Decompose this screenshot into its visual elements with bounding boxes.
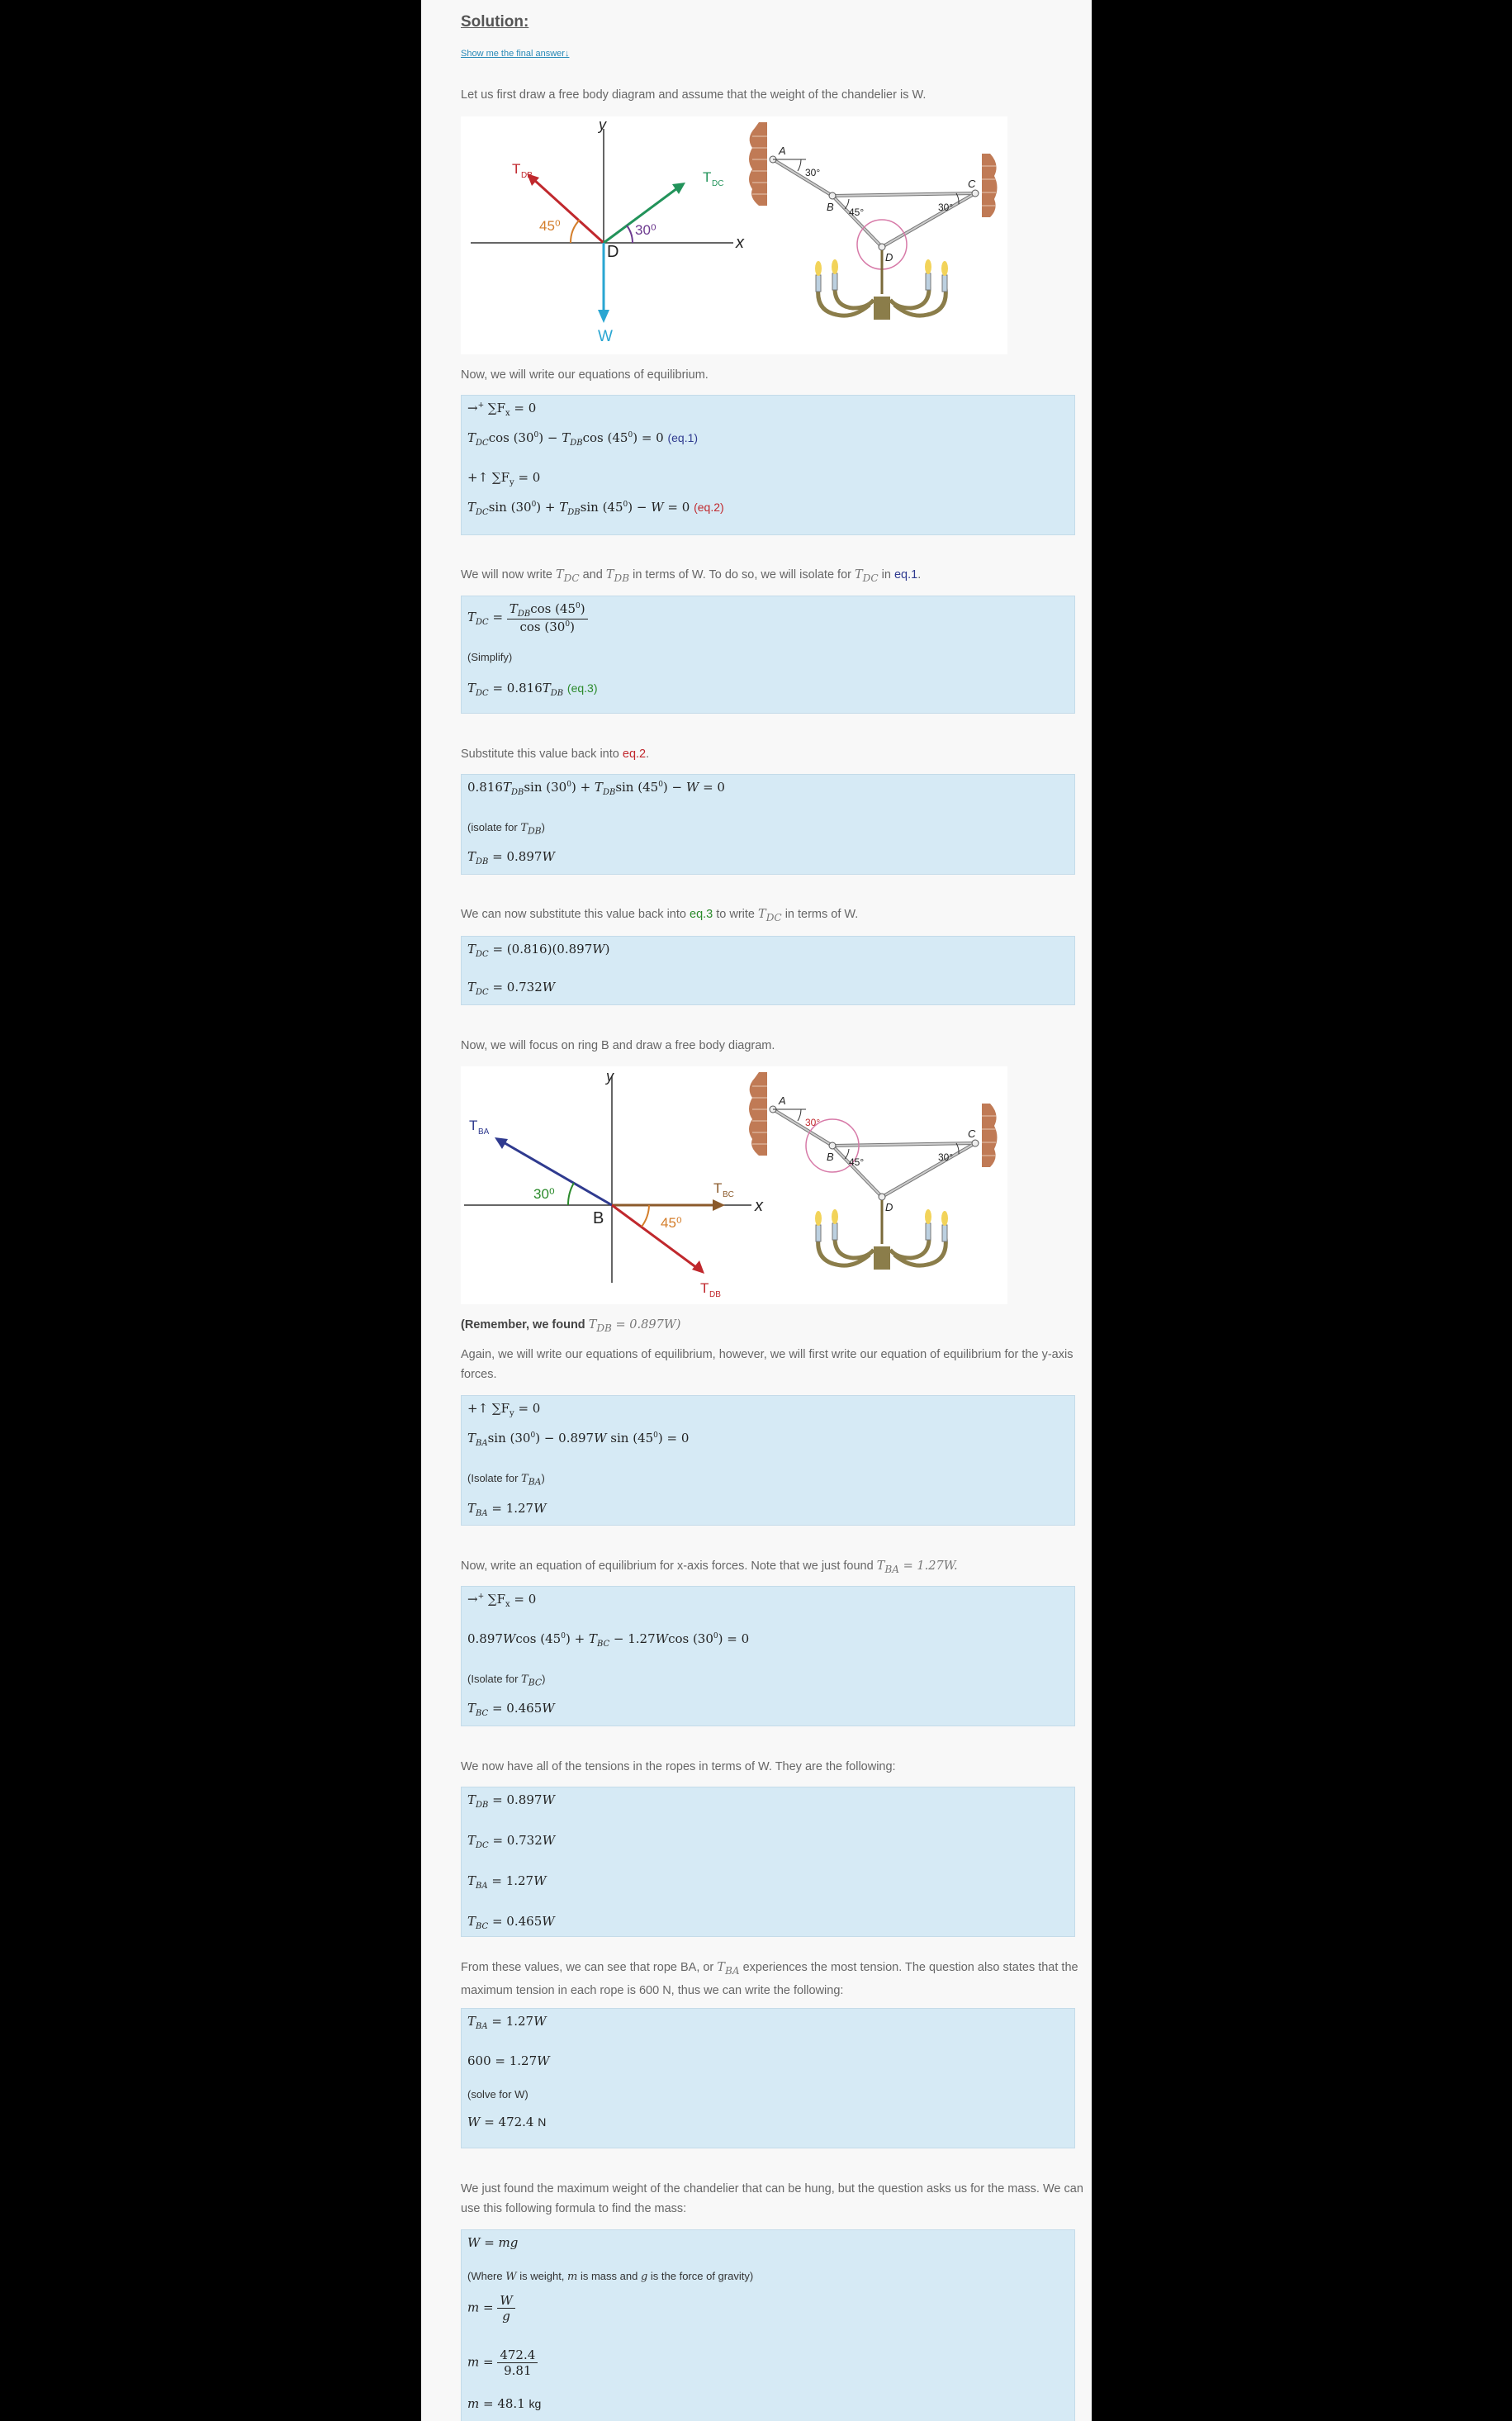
- tdc-sub: DC: [712, 179, 724, 188]
- tdc-product-eq: $T_{DC} = (0.816)(0.897W)$: [467, 942, 610, 959]
- fbd-ring-b-figure: [461, 1066, 1007, 1304]
- x-axis-intro: Now, write an equation of equilibrium for x-axis forces. Note that we just found $T_{BA} = 1.27W$.: [461, 1559, 958, 1575]
- summary-tdc: $T_{DC} = 0.732W$: [467, 1833, 556, 1850]
- intro-text: Let us first draw a free body diagram and assume that the weight of the chandelier is W.: [461, 88, 927, 102]
- svg-text:30⁰: 30⁰: [533, 1186, 555, 1202]
- tdb-result: $T_{DB} = 0.897W$: [467, 849, 555, 866]
- mass-result: m = 48.1 kg: [467, 2396, 542, 2411]
- sum-fy-eq: +↑ $\sum F_y = 0$: [467, 470, 541, 487]
- isolate-tbc-note: (Isolate for $T_{BC}$): [467, 1673, 546, 1688]
- summary-tba: $T_{BA} = 1.27W$: [467, 1873, 547, 1891]
- tba-result: $T_{BA} = 1.27W$: [467, 1501, 547, 1518]
- svg-text:45°: 45°: [849, 206, 865, 218]
- substitute-intro: Substitute this value back into eq.2.: [461, 748, 650, 761]
- eq2-line: $T_{DC}\sin$ $(30^0) + T_{DB}\sin$ $(45^0) - W = 0$ (eq.2): [467, 500, 724, 517]
- angle-45-label: 45⁰: [539, 218, 561, 234]
- svg-text:BC: BC: [723, 1190, 734, 1199]
- w-label: W: [598, 328, 613, 345]
- tdc-fraction-eq: $T_{DC}$ = $\frac{T_{DB}\cos (45^0)}{\cos (30^0)}$: [467, 601, 588, 634]
- svg-text:T: T: [713, 1180, 723, 1196]
- tdc-result: $T_{DC} = 0.732W$: [467, 980, 556, 997]
- tbc-x-eq: 0.897Wcos $(45^0) + T_{BC} - 1.27Wcos$ $(30^0) = 0$: [467, 1631, 750, 1649]
- eq1-tag: (eq.1): [667, 431, 699, 444]
- svg-text:C: C: [968, 178, 976, 190]
- eq3-tag: (eq.3): [566, 681, 598, 695]
- tdb-sub: DB: [521, 171, 533, 180]
- svg-text:DB: DB: [709, 1290, 721, 1299]
- max-tba-eq: $T_{BA} = 1.27W$: [467, 2014, 547, 2031]
- w-mg-eq: W = mg: [467, 2235, 519, 2250]
- svg-text:B: B: [827, 1151, 834, 1163]
- substituted-eq: $0.816T_{DB}\sin$ $(30^0) + T_{DB}\sin$ $(45^0) - W = 0$: [467, 780, 725, 797]
- x-axis-label: x: [736, 234, 744, 252]
- y-equilibrium-box: [461, 1395, 1075, 1526]
- svg-text:y: y: [606, 1068, 614, 1085]
- equilibrium-intro: Now, we will write our equations of equilibrium.: [461, 368, 709, 382]
- svg-text:x: x: [755, 1197, 763, 1215]
- svg-text:45°: 45°: [849, 1156, 865, 1168]
- svg-text:30°: 30°: [938, 202, 954, 213]
- solution-heading: Solution:: [461, 13, 529, 31]
- y-axis-intro: Again, we will write our equations of equilibrium, however, we will first write our equation of equilibrium for the y-axis forces.: [461, 1348, 1074, 1381]
- where-note: (Where W is weight, m is mass and g is the force of gravity): [467, 2270, 754, 2283]
- svg-text:T: T: [700, 1280, 709, 1296]
- svg-text:BA: BA: [478, 1127, 490, 1137]
- tensions-intro: We now have all of the tensions in the ropes in terms of W. They are the following:: [461, 1760, 896, 1773]
- svg-text:D: D: [885, 251, 893, 263]
- simplify-note: (Simplify): [467, 651, 513, 663]
- m-substituted-eq: m = $\frac{472.4}{9.81}$: [467, 2347, 538, 2378]
- tensions-summary-box: [461, 1787, 1075, 1937]
- angle-30-label: 30⁰: [635, 222, 656, 238]
- tdc-result-box: [461, 936, 1075, 1005]
- substitute-box: [461, 774, 1075, 875]
- summary-tbc: $T_{BC} = 0.465W$: [467, 1914, 555, 1931]
- equilibrium-box-1: [461, 395, 1075, 535]
- svg-text:A: A: [779, 145, 786, 157]
- substitute-eq3-intro: We can now substitute this value back into eq.3 to write $T_{DC}$ in terms of W.: [461, 908, 859, 923]
- mass-box: [461, 2229, 1075, 2421]
- summary-tdb: $T_{DB} = 0.897W$: [467, 1792, 555, 1810]
- solution-page: [421, 0, 1092, 2421]
- solve-w-note: (solve for W): [467, 2088, 528, 2101]
- svg-text:30°: 30°: [805, 167, 821, 178]
- d-label: D: [607, 243, 619, 261]
- svg-text:B: B: [593, 1209, 604, 1227]
- tdc-label: T: [703, 169, 712, 185]
- isolate-intro: We will now write $T_{DC}$ and $T_{DB}$ in terms of W. To do so, we will isolate for $T_{DC}$ in eq.1.: [461, 568, 922, 584]
- isolate-tdb-note: (isolate for $T_{DB}$): [467, 821, 545, 837]
- svg-text:30°: 30°: [805, 1117, 821, 1128]
- eq3-line: $T_{DC} = 0.816T_{DB}$ (eq.3): [467, 681, 598, 698]
- svg-text:45⁰: 45⁰: [661, 1215, 682, 1231]
- m-formula-eq: m = $\frac{W}{g}$: [467, 2293, 515, 2324]
- show-final-answer-link[interactable]: Show me the final answer↓: [461, 49, 570, 59]
- svg-text:A: A: [779, 1094, 786, 1107]
- mass-intro: We just found the maximum weight of the chandelier that can be hung, but the question asks us for the mass. We can use this following formula to find the mass:: [461, 2182, 1083, 2215]
- fbd-ring-d-figure: [461, 116, 1007, 354]
- isolate-tba-note: (Isolate for $T_{BA}$): [467, 1472, 545, 1488]
- svg-text:30°: 30°: [938, 1151, 954, 1163]
- svg-text:C: C: [968, 1127, 976, 1140]
- remember-note: (Remember, we found $T_{DB} = 0.897W$): [461, 1318, 681, 1334]
- sum-fx-eq: →+ $\sum F_x = 0$: [467, 401, 537, 418]
- y-axis-label: y: [599, 116, 606, 133]
- eq1-line: $T_{DC}\cos$ $(30^0) - T_{DB}\cos$ $(45^0) = 0$ (eq.1): [467, 430, 699, 448]
- ring-b-intro: Now, we will focus on ring B and draw a free body diagram.: [461, 1039, 775, 1052]
- eq2-tag: (eq.2): [694, 501, 724, 514]
- x-equilibrium-box: [461, 1586, 1075, 1726]
- solve-weight-box: [461, 2008, 1075, 2148]
- svg-text:B: B: [827, 201, 834, 213]
- tba-y-eq: $T_{BA}\sin$ $(30^0) - 0.897W$ $\sin (45^0) = 0$: [467, 1431, 690, 1448]
- sum-fx-eq-2: →+ $\sum F_x = 0$: [467, 1592, 537, 1609]
- tbc-result: $T_{BC} = 0.465W$: [467, 1701, 555, 1718]
- svg-text:D: D: [885, 1201, 893, 1213]
- max-tension-intro: From these values, we can see that rope BA, or $T_{BA}$ experiences the most tension. The question also states that the maximum tension in each rope is 600 N, thus we can write the following:: [461, 1961, 1078, 1997]
- 600-eq: 600 = 1.27W: [467, 2053, 550, 2068]
- tdb-label: T: [512, 161, 521, 177]
- weight-result: W = 472.4 N: [467, 2115, 547, 2129]
- sum-fy-eq-2: +↑ $\sum F_y = 0$: [467, 1401, 541, 1418]
- isolate-tdc-box: [461, 596, 1075, 714]
- svg-text:T: T: [469, 1118, 478, 1133]
